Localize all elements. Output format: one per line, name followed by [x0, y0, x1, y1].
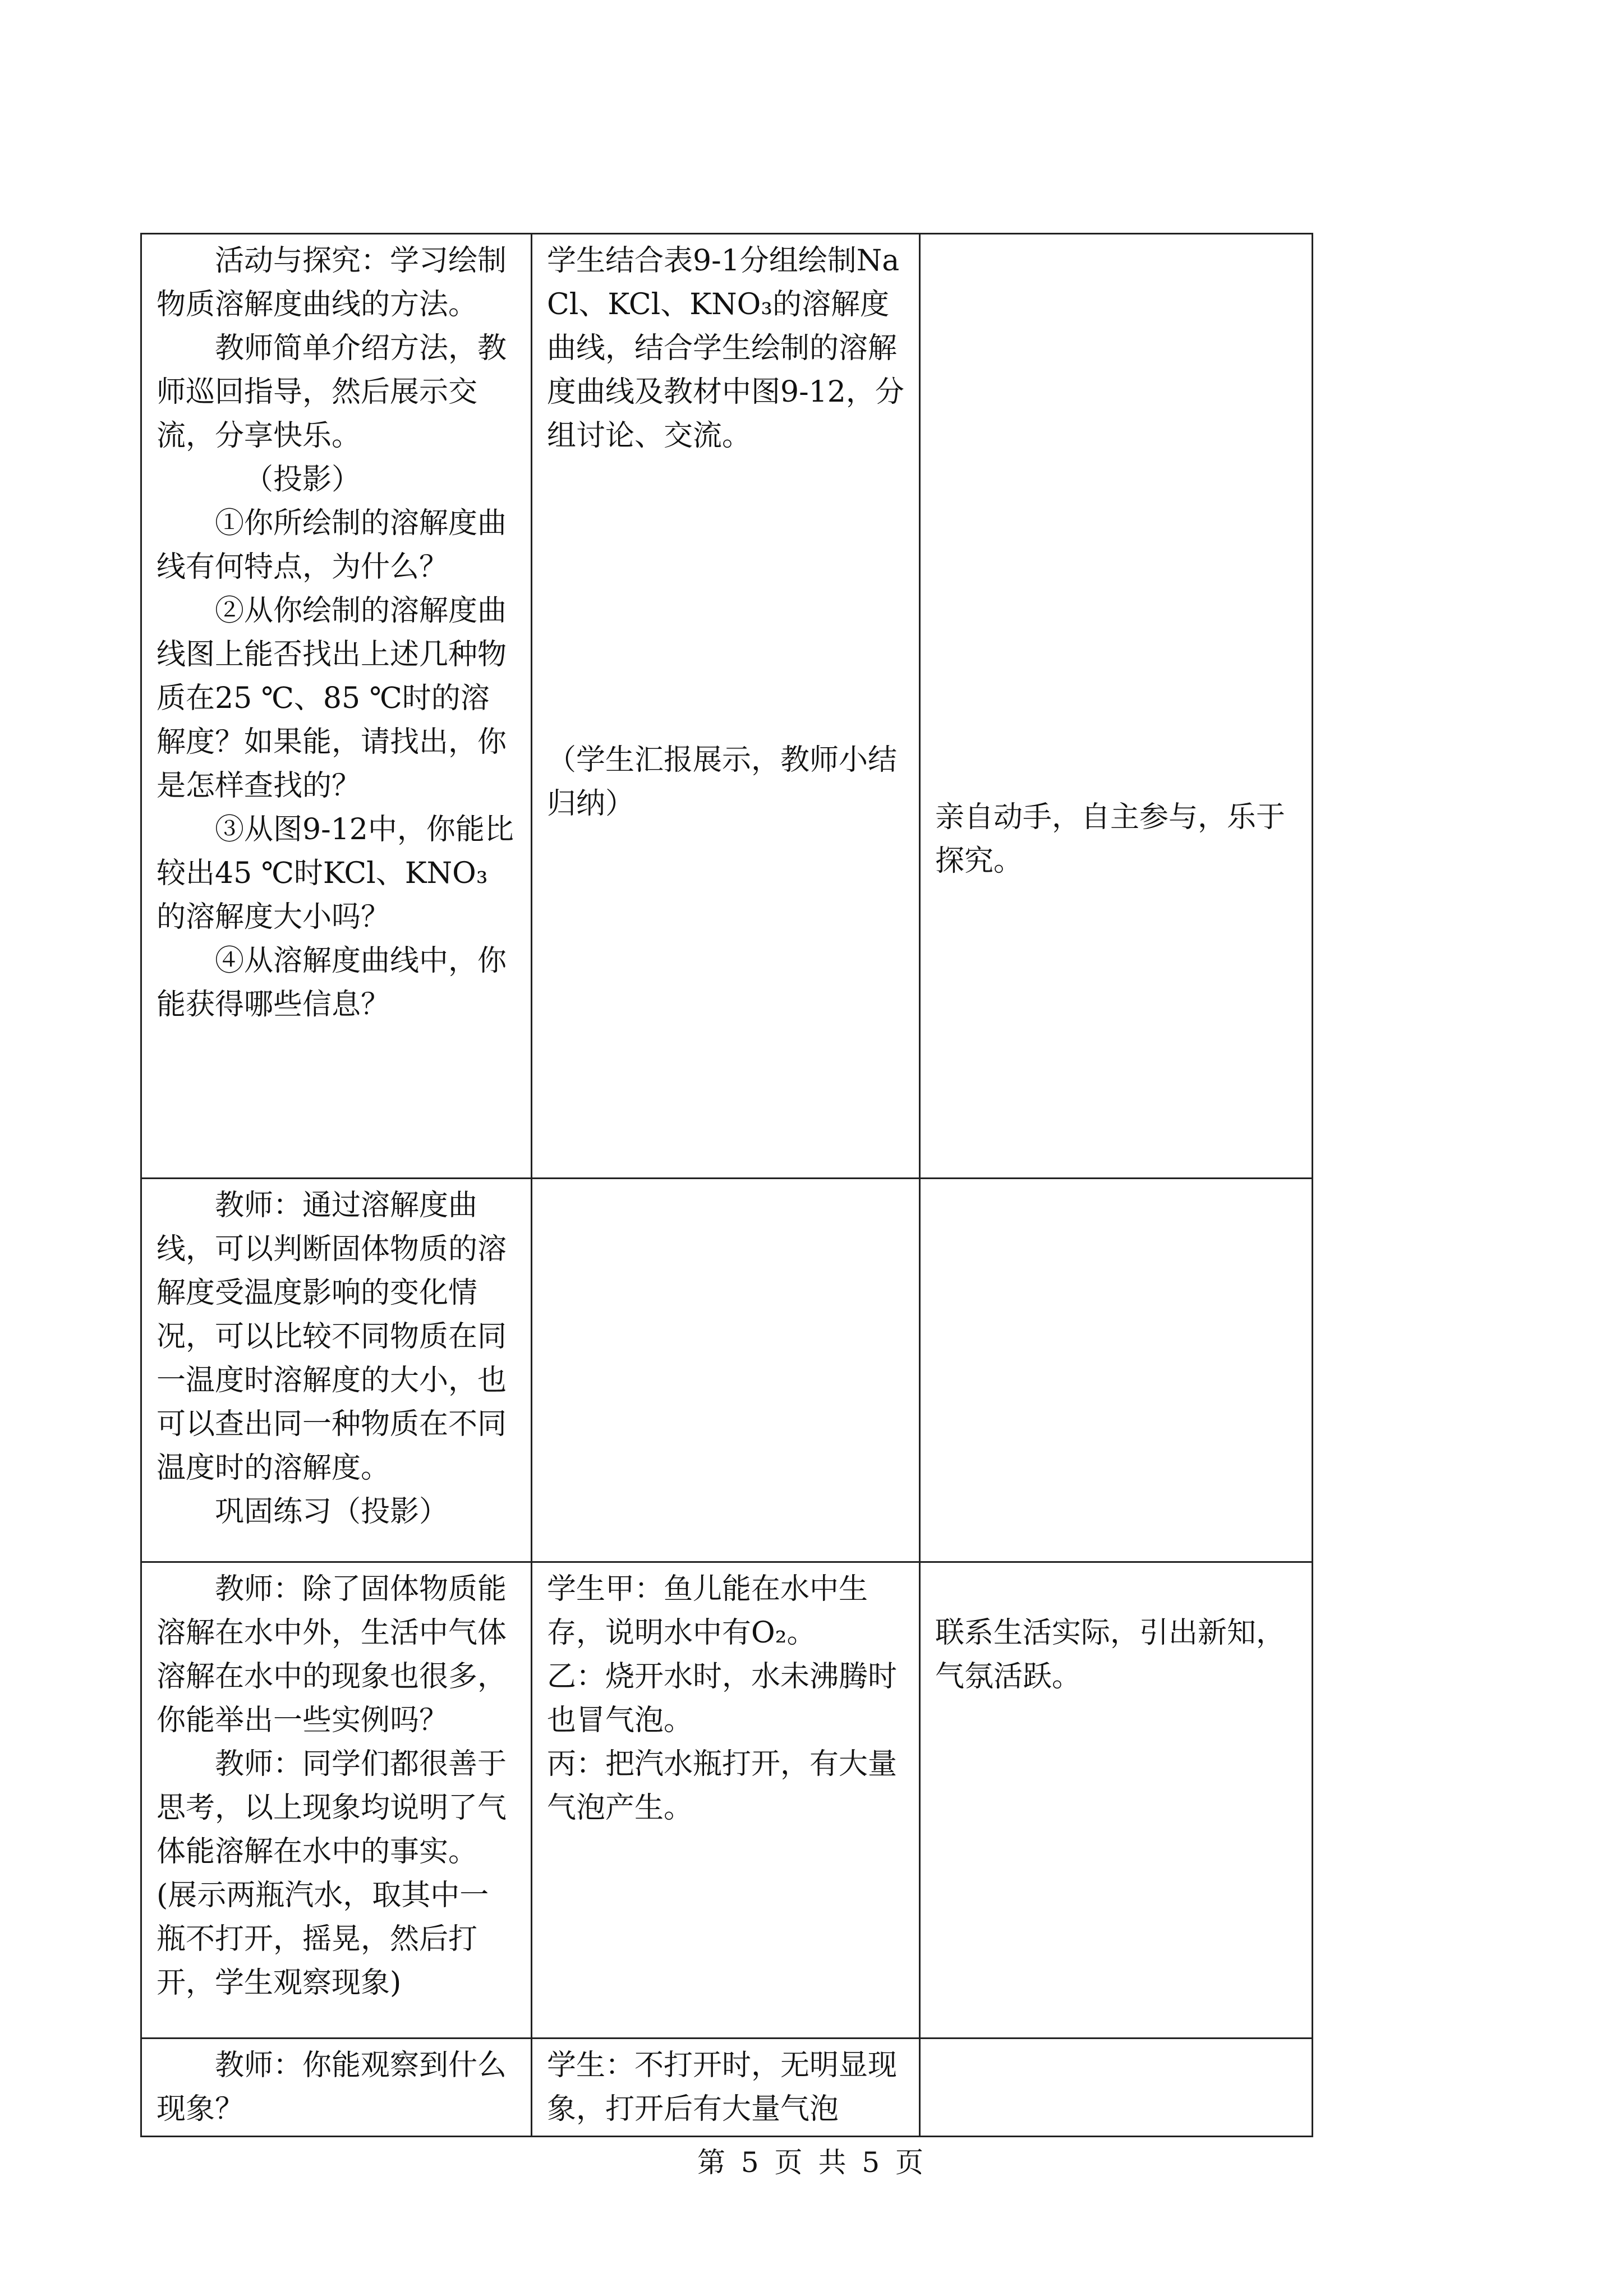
paragraph: 教师：你能观察到什么现象？ — [157, 2049, 507, 2126]
spacer — [935, 239, 1297, 795]
teacher-activity-cell — [141, 1179, 532, 1562]
paragraph: 学生：不打开时，无明显现象，打开后有大量气泡 — [547, 2049, 898, 2126]
paragraph: ①你所绘制的溶解度曲线有何特点，为什么？ — [157, 507, 507, 584]
design-intent-cell — [920, 2039, 1313, 2137]
teacher-activity-cell — [141, 1562, 532, 2039]
paragraph: 教师简单介绍方法，教师巡回指导，然后展示交流，分享快乐。 — [157, 332, 507, 453]
student-activity-cell — [532, 1562, 920, 2039]
lesson-plan-table — [140, 233, 1313, 2137]
table-row — [141, 1562, 1313, 2039]
paragraph: ③从图9-12中，你能比较出45 ℃时KCl、KNO₃的溶解度大小吗？ — [157, 813, 514, 934]
paragraph: ④从溶解度曲线中，你能获得哪些信息？ — [157, 944, 507, 1022]
teacher-activity-cell — [141, 234, 532, 1179]
student-activity-cell — [532, 234, 920, 1179]
paragraph: 教师：同学们都很善于思考，以上现象均说明了气体能溶解在水中的事实。(展示两瓶汽水，取其中一瓶不打开，摇晃，然后打开，学生观察现象) — [157, 1747, 507, 2000]
table-row — [141, 2039, 1313, 2137]
paragraph: ②从你绘制的溶解度曲线图上能否找出上述几种物质在25 ℃、85 ℃时的溶解度？如果能，请找出，你是怎样查找的？ — [157, 594, 507, 803]
paragraph: （投影） — [244, 463, 361, 496]
table-row — [141, 234, 1313, 1179]
paragraph: 教师：除了固体物质能溶解在水中外，生活中气体溶解在水中的现象也很多，你能举出一些实例吗？ — [157, 1572, 507, 1737]
paragraph: 丙：把汽水瓶打开，有大量气泡产生。 — [547, 1747, 898, 1825]
design-intent-cell — [920, 1179, 1313, 1562]
design-intent-cell — [920, 234, 1313, 1179]
design-intent-cell — [920, 1562, 1313, 2039]
student-activity-cell — [532, 1179, 920, 1562]
paragraph: 乙：烧开水时，水未沸腾时也冒气泡。 — [547, 1660, 898, 1737]
spacer — [547, 458, 904, 738]
paragraph: 活动与探究：学习绘制物质溶解度曲线的方法。 — [157, 244, 507, 321]
paragraph: 巩固练习（投影） — [215, 1495, 449, 1529]
student-activity-cell — [532, 2039, 920, 2137]
paragraph: 学生甲：鱼儿能在水中生存，说明水中有O₂。 — [547, 1572, 868, 1650]
paragraph: 教师：通过溶解度曲线，可以判断固体物质的溶解度受温度影响的变化情况，可以比较不同物质在同一温度时溶解度的大小，也可以查出同一种物质在不同温度时的溶解度。 — [157, 1189, 507, 1485]
paragraph: 学生结合表9-1分组绘制NaCl、KCl、KNO₃的溶解度曲线，结合学生绘制的溶解度曲线及教材中图9-12，分组讨论、交流。 — [547, 244, 904, 453]
paragraph: 联系生活实际，引出新知，气氛活跃。 — [935, 1616, 1286, 1694]
paragraph: 亲自动手，自主参与，乐于探究。 — [935, 800, 1286, 878]
table-row — [141, 1179, 1313, 1562]
paragraph: （学生汇报展示，教师小结归纳） — [547, 743, 898, 821]
page-number-footer: 第 5 页 共 5 页 — [697, 2146, 927, 2179]
teacher-activity-cell — [141, 2039, 532, 2137]
